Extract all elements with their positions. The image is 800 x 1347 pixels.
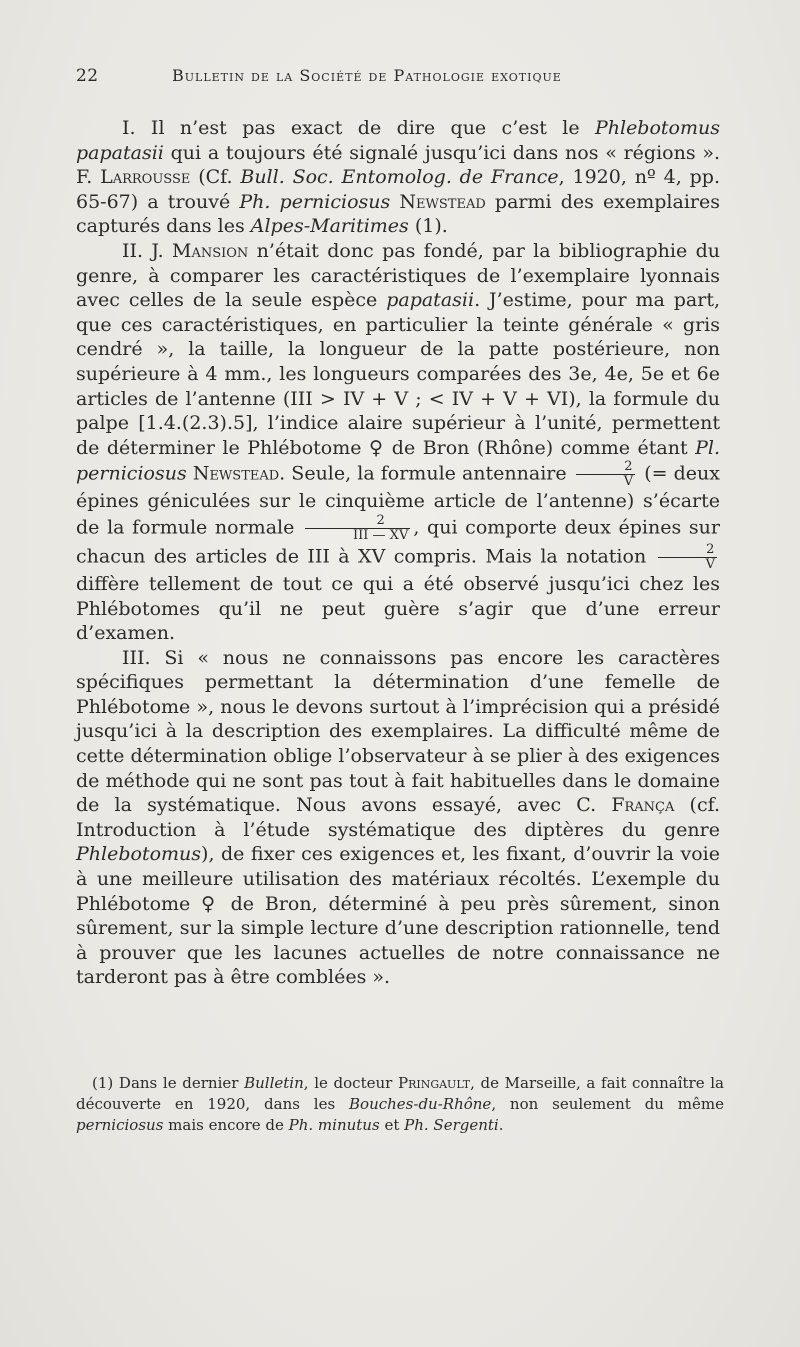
journal-title: Bulletin	[244, 1074, 304, 1092]
text-run: (1) Dans le dernier	[92, 1074, 245, 1092]
fraction-denominator: III — XV	[353, 527, 409, 543]
fraction-numerator: 2	[305, 514, 410, 529]
paragraph-3	[76, 646, 720, 990]
species-name: Ph. minutus	[288, 1116, 380, 1134]
running-title: Bulletin de la Société de Pathologie exotique	[172, 66, 562, 85]
text-run: . J’estime, pour ma part, que ces caractéristiques, en particulier la teinte générale « gris cendré », la taille, la longueur de la patte postérieure, non supérieure à 4 mm., les longueurs comparées des 3e, 4e, 5e et 6e articles de l’antenne (III > IV + V ; < IV + V + VI), la formule du palpe [1.4.(2.3).5], l’indice alaire supérieur à l’unité, permettent de déterminer le Phlébotome ♀ de Bron (Rhône) comme étant	[76, 289, 720, 459]
fraction-denominator: V	[705, 556, 715, 572]
text-run: . Seule, la formule antennaire	[279, 462, 573, 485]
text-run: .	[498, 1116, 504, 1134]
page-header	[76, 66, 736, 90]
text-run: qui a toujours été signalé jusqu’ici dans nos « régions ». F.	[76, 141, 720, 189]
fraction-numerator: 2	[576, 460, 635, 475]
text-run: (cf. Introduction à l’étude systématique des diptères du genre	[76, 794, 720, 841]
text-run: , qui comporte deux épines sur chacun des articles de III à XV compris. Mais la notation	[76, 516, 720, 568]
normal-formula-fraction	[305, 514, 410, 543]
text-run: , non seulement du même	[491, 1095, 725, 1113]
text-run: , de Marseille, a fait connaître la découverte en 1920, dans les	[76, 1074, 724, 1113]
species-name: Ph. Sergenti	[404, 1116, 499, 1134]
article-body	[76, 116, 720, 990]
text-run: et	[379, 1116, 405, 1134]
text-run: I. Il n’est pas exact de dire que c’est le	[122, 117, 595, 139]
paragraph-1	[76, 116, 720, 239]
species-name: papatasii	[386, 289, 475, 312]
author-name: Mansion	[171, 239, 249, 262]
author-name: Pringault	[397, 1074, 471, 1092]
fraction-denominator: V	[623, 474, 634, 490]
journal-title: Bull. Soc. Entomolog. de France	[240, 166, 559, 189]
page-number: 22	[76, 66, 99, 86]
species-name: Ph. perniciosus	[239, 190, 391, 213]
author-name: França	[611, 794, 675, 817]
genus-name: Phlebotomus	[76, 843, 202, 866]
author-name: Larrousse	[100, 166, 191, 189]
text-run: , 1920, nº 4, pp. 65-67) a trouvé	[76, 166, 720, 213]
text-run: diffère tellement de tout ce qui a été observé jusqu’ici chez les Phlébotomes qu’il ne peut guère s’agir que d’une erreur d’examen.	[76, 572, 720, 645]
species-name: Pl. perniciosus	[76, 436, 720, 485]
text-run: n’était donc pas fondé, par la bibliographie du genre, à comparer les caractéristiques de l’exemplaire lyonnais avec celles de la seule espèce	[76, 239, 720, 312]
text-run: (Cf.	[190, 166, 241, 189]
antenna-formula-fraction	[576, 460, 635, 489]
place-name: Bouches-du-Rhône	[349, 1095, 492, 1113]
text-run: II. J.	[122, 239, 172, 262]
place-name: Alpes-Maritimes	[250, 215, 409, 238]
fraction-numerator: 2	[658, 543, 717, 558]
author-name: Newstead	[399, 190, 486, 213]
text-run: mais encore de	[163, 1116, 289, 1134]
footnote	[76, 1073, 724, 1136]
text-run: , le docteur	[303, 1074, 398, 1092]
text-run: III. Si « nous ne connaissons pas encore les caractères spécifiques permettant la détermination d’une femelle de Phlébotome », nous le devons surtout à l’imprécision qui a présidé jusqu’ici à la description des exemplaires. La difficulté même de cette détermination oblige l’observateur à se plier à des exigences de méthode qui ne sont pas tout à fait habituelles dans le domaine de la systématique. Nous avons essayé, avec C.	[76, 646, 720, 817]
text-run: parmi des exemplaires capturés dans les	[76, 190, 720, 238]
species-name: Phlebotomus papatasii	[76, 117, 720, 164]
footnote-1	[76, 1073, 724, 1136]
species-name: perniciosus	[76, 1116, 164, 1134]
paragraph-2	[76, 239, 720, 646]
notation-fraction	[658, 543, 717, 572]
text-run: ), de fixer ces exigences et, les fixant, d’ouvrir la voie à une meilleure utilisation des matériaux récoltés. L’exemple du Phlébotome ♀ de Bron, déterminé à peu près sûrement, sinon sûrement, sur la simple lecture d’une description rationnelle, tend à prouver que les lacunes actuelles de notre connaissance ne tarderont pas à être comblées ».	[76, 843, 720, 989]
text-run: (1).	[408, 215, 448, 238]
author-name: Newstead	[192, 462, 280, 485]
text-run: (= deux épines géniculées sur le cinquième article de l’antenne) s’écarte de la formule normale	[76, 462, 721, 539]
